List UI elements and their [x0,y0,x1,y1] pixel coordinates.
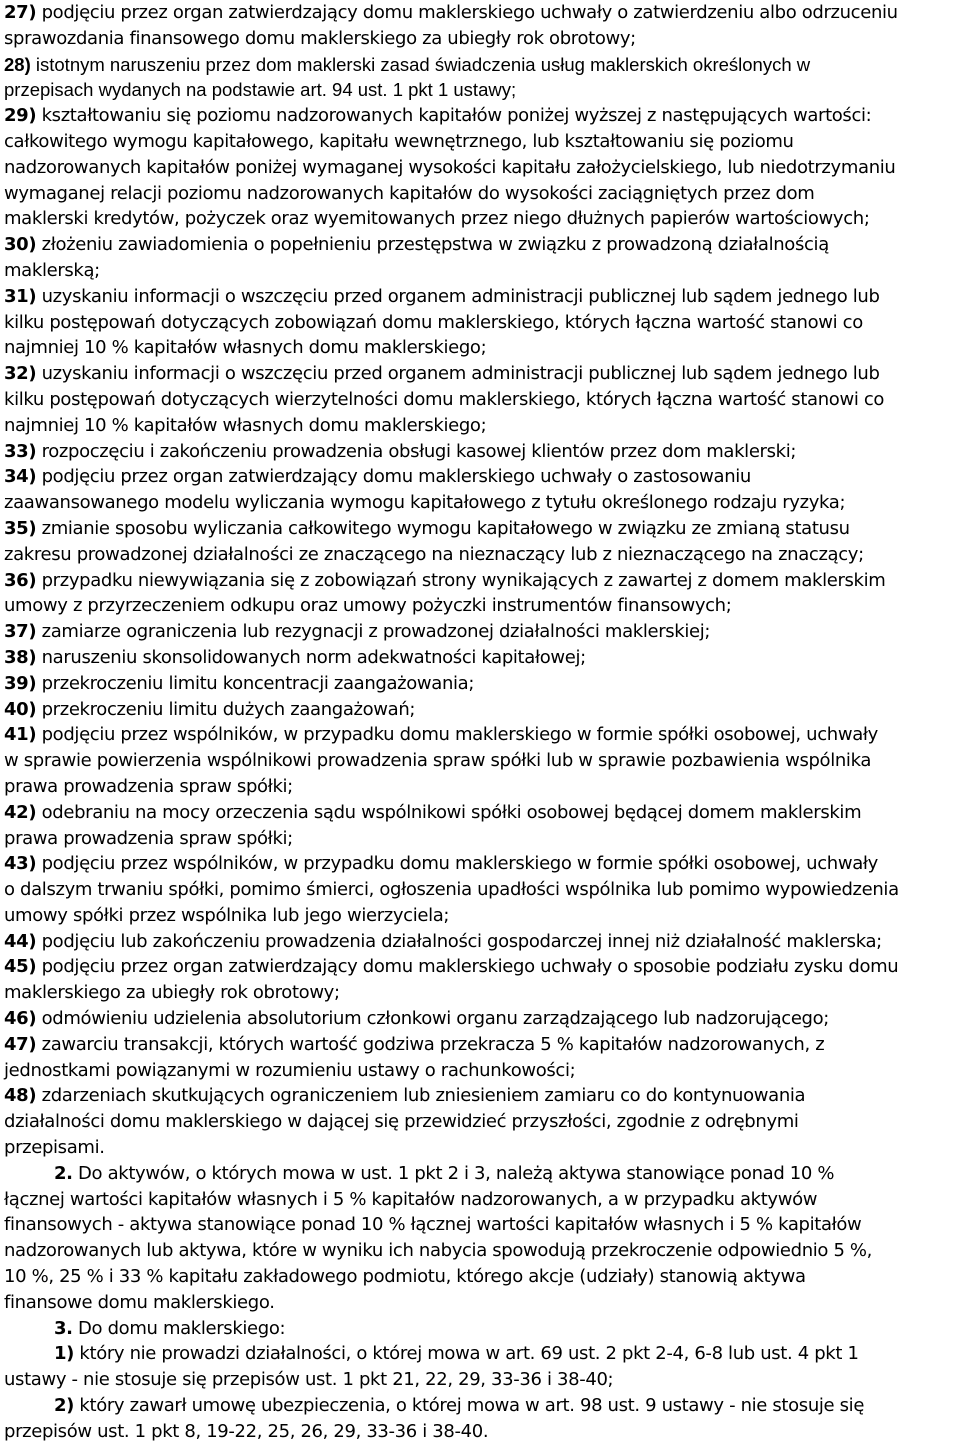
item-number: 38) [4,646,37,668]
item-text: zamiarze ograniczenia lub rezygnacji z prowadzonej działalności maklerskiej; [36,621,711,643]
item-text: podjęciu przez organ zatwierdzający domu maklerskiego uchwały o zatwierdzeniu albo odrzuceniu [36,2,898,23]
item-text: istotnym naruszeniu przez dom maklerski zasad świadczenia usług maklerskich określonych w [30,53,811,75]
item-text: który nie prowadzi działalności, o której mowa w art. 69 ust. 2 pkt 2-4, 6-8 lub ust. 4 pkt 1 [74,1343,859,1365]
item-text: odmówieniu udzielenia absolutorium członkowi organu zarządzającego lub nadzorującego; [36,1008,829,1030]
item-number: 48) [4,1085,37,1107]
item-number: 45) [4,956,37,978]
item-text: nadzorowanych kapitałów poniżej wymaganej wysokości kapitału założycielskiego, lub niedotrzymaniu [4,156,896,178]
item-number: 1) [54,1343,75,1365]
item-text: maklerskiego za ubiegły rok obrotowy; [4,982,340,1004]
item-text: finansowych - aktywa stanowiące ponad 10 % łącznej wartości kapitałów własnych i 5 % kapitałów [4,1214,862,1236]
item-text: najmniej 10 % kapitałów własnych domu maklerskiego; [4,414,487,436]
item-text: wymaganej relacji poziomu nadzorowanych kapitałów do wysokości zaciągniętych przez dom [4,182,815,204]
text-line [4,1367,956,1393]
item-text: podjęciu przez wspólników, w przypadku domu maklerskiego w formie spółki osobowej, uchwały [36,724,878,746]
text-line [4,206,956,232]
item-text: kształtowaniu się poziomu nadzorowanych kapitałów poniżej wyższej z następujących wartości: [36,105,872,127]
text-line [4,310,956,336]
item-number: 2. [54,1162,73,1184]
item-text: Do domu maklerskiego: [72,1317,286,1339]
text-line [4,1032,956,1058]
text-line [4,722,956,748]
item-number: 39) [4,672,37,694]
text-line [4,593,956,619]
text-line [4,1212,956,1238]
text-line [4,671,956,697]
item-number: 28) [4,53,31,75]
text-line [4,516,956,542]
item-text: Do aktywów, o których mowa w ust. 1 pkt 2 i 3, należą aktywa stanowiące ponad 10 % [72,1162,835,1184]
text-line [4,877,956,903]
item-text: przekroczeniu limitu koncentracji zaangażowania; [36,672,475,694]
item-text: o dalszym trwaniu spółki, pomimo śmierci, ogłoszenia upadłości wspólnika lub pomimo wypowiedzenia [4,879,899,901]
text-line [4,697,956,723]
item-text: całkowitego wymogu kapitałowego, kapitału wewnętrznego, lub kształtowaniu się poziomu [4,130,794,152]
text-line [4,103,956,129]
text-line [4,155,956,181]
item-text: przypadku niewywiązania się z zobowiązań strony wynikających z zawartej z domem maklerskim [36,569,886,591]
item-text: podjęciu lub zakończeniu prowadzenia działalności gospodarczej innej niż działalność maklerska; [36,930,882,952]
text-line [4,335,956,361]
text-line [4,1109,956,1135]
text-line [4,490,956,516]
item-text: najmniej 10 % kapitałów własnych domu maklerskiego; [4,337,487,359]
item-text: przepisów ust. 1 pkt 8, 19-22, 25, 26, 29, 33-36 i 38-40. [4,1420,489,1442]
text-line [4,619,956,645]
text-line [4,439,956,465]
item-text: prawa prowadzenia spraw spółki; [4,775,293,797]
text-line [4,26,956,52]
item-number: 41) [4,724,37,746]
text-line [4,1187,956,1213]
item-text: łącznej wartości kapitałów własnych i 5 % kapitałów nadzorowanych, a w przypadku aktywów [4,1188,818,1210]
item-text: zmianie sposobu wyliczania całkowitego wymogu kapitałowego w związku ze zmianą statusu [36,517,850,539]
item-text: umowy z przyrzeczeniem odkupu oraz umowy pożyczki instrumentów finansowych; [4,595,732,617]
item-text: jednostkami powiązanymi w rozumieniu ustawy o rachunkowości; [4,1059,576,1081]
text-line [4,1316,956,1342]
text-line [4,1083,956,1109]
item-number: 32) [4,363,37,385]
item-text: przekroczeniu limitu dużych zaangażowań; [36,698,416,720]
item-text: zawarciu transakcji, których wartość godziwa przekracza 5 % kapitałów nadzorowanych, z [36,1033,825,1055]
item-text: zakresu prowadzonej działalności ze znaczącego na nieznaczący lub z nieznaczącego na znaczący; [4,543,864,565]
item-text: uzyskaniu informacji o wszczęciu przed organem administracji publicznej lub sądem jednego lub [36,285,880,307]
text-line [4,413,956,439]
item-number: 35) [4,517,37,539]
text-line [4,1290,956,1316]
text-line [4,954,956,980]
text-line [4,181,956,207]
item-text: przepisami. [4,1137,105,1159]
text-line [4,826,956,852]
item-number: 47) [4,1033,37,1055]
item-number: 46) [4,1008,37,1030]
text-line [4,0,956,26]
item-text: kilku postępowań dotyczących zobowiązań domu maklerskiego, których łączna wartość stanowi co [4,311,863,333]
item-number: 31) [4,285,37,307]
item-number: 44) [4,930,37,952]
item-number: 27) [4,2,37,23]
text-line [4,232,956,258]
item-number: 34) [4,466,37,488]
item-number: 42) [4,801,37,823]
text-line [4,1006,956,1032]
item-text: zdarzeniach skutkujących ograniczeniem lub zniesieniem zamiaru co do kontynuowania [36,1085,806,1107]
text-line [4,851,956,877]
text-line [4,929,956,955]
text-line [4,1238,956,1264]
item-number: 3. [54,1317,73,1339]
text-line [4,800,956,826]
item-text: maklerski kredytów, pożyczek oraz wyemitowanych przez niego dłużnych papierów wartościowych; [4,208,870,230]
text-line [4,1161,956,1187]
text-line [4,774,956,800]
text-line [4,980,956,1006]
text-line [4,1058,956,1084]
item-text: naruszeniu skonsolidowanych norm adekwatności kapitałowej; [36,646,586,668]
item-number: 30) [4,234,37,256]
text-line [4,1393,956,1419]
item-text: umowy spółki przez wspólnika lub jego wierzyciela; [4,904,450,926]
text-line [4,77,956,103]
item-text: odebraniu na mocy orzeczenia sądu wspólnikowi spółki osobowej będącej domem maklerskim [36,801,862,823]
item-text: maklerską; [4,259,100,281]
text-line [4,903,956,929]
text-line [4,645,956,671]
text-line [4,1264,956,1290]
text-line [4,464,956,490]
item-text: 10 %, 25 % i 33 % kapitału zakładowego podmiotu, którego akcje (udziały) stanowią aktywa [4,1266,806,1288]
item-text: uzyskaniu informacji o wszczęciu przed organem administracji publicznej lub sądem jednego lub [36,363,880,385]
item-number: 33) [4,440,37,462]
item-text: który zawarł umowę ubezpieczenia, o której mowa w art. 98 ust. 9 ustawy - nie stosuje się [74,1395,865,1417]
item-text: złożeniu zawiadomienia o popełnieniu przestępstwa w związku z prowadzoną działalnością [36,234,829,256]
item-text: rozpoczęciu i zakończeniu prowadzenia obsługi kasowej klientów przez dom maklerski; [36,440,797,462]
text-line [4,1419,956,1445]
item-text: sprawozdania finansowego domu maklerskiego za ubiegły rok obrotowy; [4,27,636,49]
text-line [4,748,956,774]
item-text: ustawy - nie stosuje się przepisów ust. 1 pkt 21, 22, 29, 33-36 i 38-40; [4,1369,614,1391]
item-text: podjęciu przez organ zatwierdzający domu maklerskiego uchwały o zastosowaniu [36,466,751,488]
item-text: kilku postępowań dotyczących wierzytelności domu maklerskiego, których łączna wartość stanowi co [4,388,885,410]
item-text: w sprawie powierzenia wspólnikowi prowadzenia spraw spółki lub w sprawie pozbawienia wspólnika [4,750,872,772]
text-line [4,284,956,310]
item-number: 37) [4,621,37,643]
item-text: podjęciu przez wspólników, w przypadku domu maklerskiego w formie spółki osobowej, uchwały [36,853,878,875]
text-line [4,542,956,568]
item-number: 40) [4,698,37,720]
text-line [4,258,956,284]
item-number: 36) [4,569,37,591]
item-number: 2) [54,1395,75,1417]
text-line [4,129,956,155]
text-line [4,1341,956,1367]
text-line [4,361,956,387]
item-text: działalności domu maklerskiego w dającej się przewidzieć przyszłości, zgodnie z odrębnymi [4,1111,799,1133]
text-line [4,52,956,78]
item-text: nadzorowanych lub aktywa, które w wyniku ich nabycia spowodują przekroczenie odpowiednio 5 %, [4,1240,873,1262]
item-number: 29) [4,105,37,127]
item-text: prawa prowadzenia spraw spółki; [4,827,293,849]
item-text: przepisach wydanych na podstawie art. 94 ust. 1 pkt 1 ustawy; [4,79,517,101]
text-line [4,387,956,413]
text-line [4,568,956,594]
text-line [4,1135,956,1161]
item-text: podjęciu przez organ zatwierdzający domu maklerskiego uchwały o sposobie podziału zysku domu [36,956,899,978]
item-text: finansowe domu maklerskiego. [4,1291,275,1313]
item-number: 43) [4,853,37,875]
item-text: zaawansowanego modelu wyliczania wymogu kapitałowego z tytułu określonego rodzaju ryzyka; [4,492,846,514]
